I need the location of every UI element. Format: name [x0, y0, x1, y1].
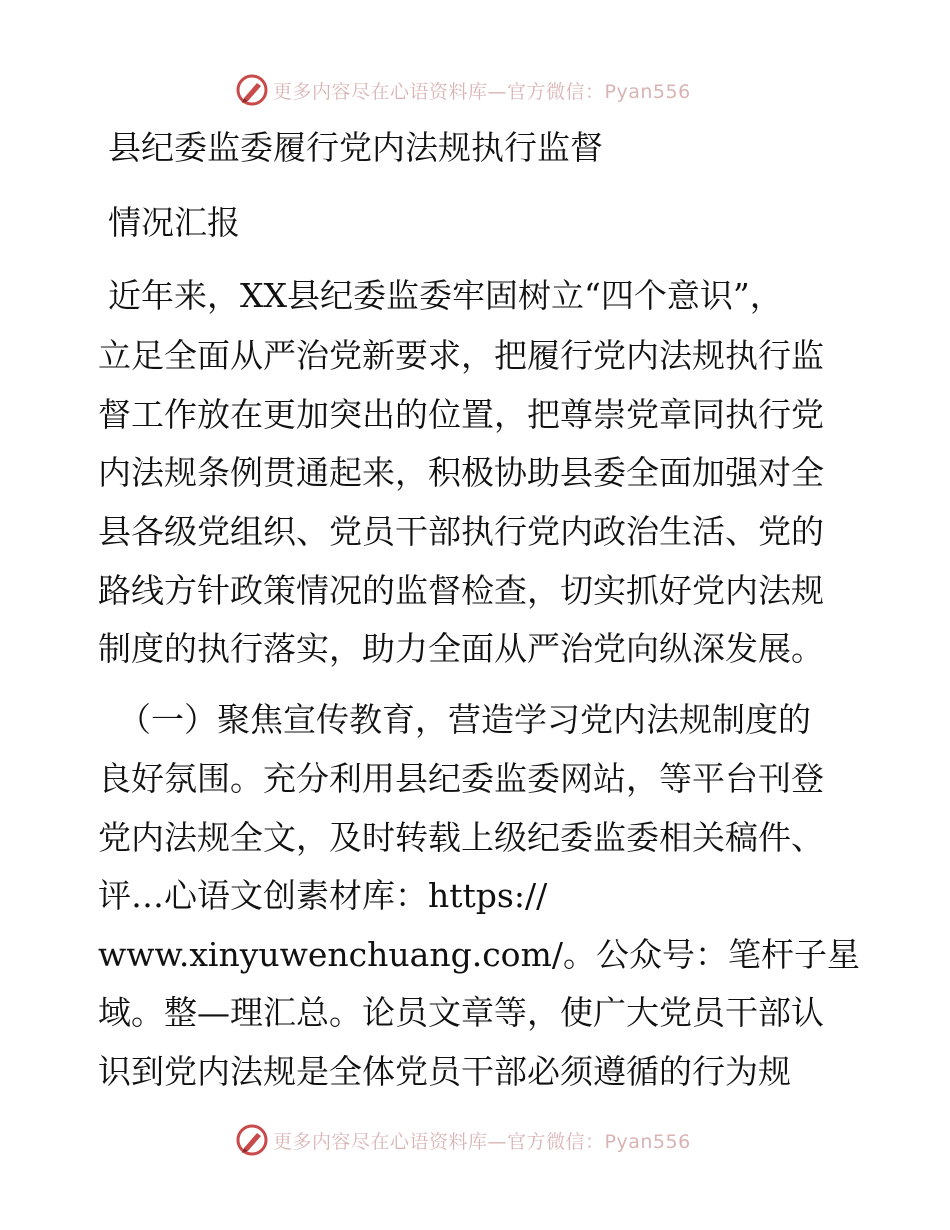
header-watermark [235, 73, 691, 107]
body-line: 近年来，XX县纪委监委牢固树立“四个意识”， [108, 276, 783, 315]
pen-logo-icon [235, 1123, 269, 1157]
body-line: 立足全面从严治党新要求，把履行党内法规执行监 [98, 336, 824, 375]
body-line: 评…心语文创素材库：https:// [98, 876, 548, 915]
body-line: 县各级党组织、党员干部执行党内政治生活、党的 [98, 512, 824, 551]
body-line: （一）聚焦宣传教育，营造学习党内法规制度的 [118, 700, 811, 739]
body-line: 路线方针政策情况的监督检查，切实抓好党内法规 [98, 571, 824, 610]
document-title-line-1: 县纪委监委履行党内法规执行监督 [108, 128, 603, 167]
body-line: 督工作放在更加突出的位置，把尊崇党章同执行党 [98, 395, 824, 434]
body-line: www.xinyuwenchuang.com/。公众号：笔杆子星 [98, 935, 860, 974]
body-line: 良好氛围。充分利用县纪委监委网站，等平台刊登 [98, 759, 824, 798]
body-line: 党内法规全文，及时转载上级纪委监委相关稿件、 [98, 818, 824, 857]
pen-logo-icon [235, 73, 269, 107]
document-title-line-2: 情况汇报 [108, 203, 240, 242]
body-line: 内法规条例贯通起来，积极协助县委全面加强对全 [98, 453, 824, 492]
watermark-text: 更多内容尽在心语资料库—官方微信：Pyan556 [273, 1130, 691, 1153]
footer-watermark [235, 1123, 691, 1157]
body-line: 制度的执行落实，助力全面从严治党向纵深发展。 [98, 629, 824, 668]
body-line: 域。整—理汇总。论员文章等，使广大党员干部认 [98, 993, 824, 1032]
watermark-text: 更多内容尽在心语资料库—官方微信：Pyan556 [273, 80, 691, 103]
body-line: 识到党内法规是全体党员干部必须遵循的行为规 [98, 1052, 791, 1091]
